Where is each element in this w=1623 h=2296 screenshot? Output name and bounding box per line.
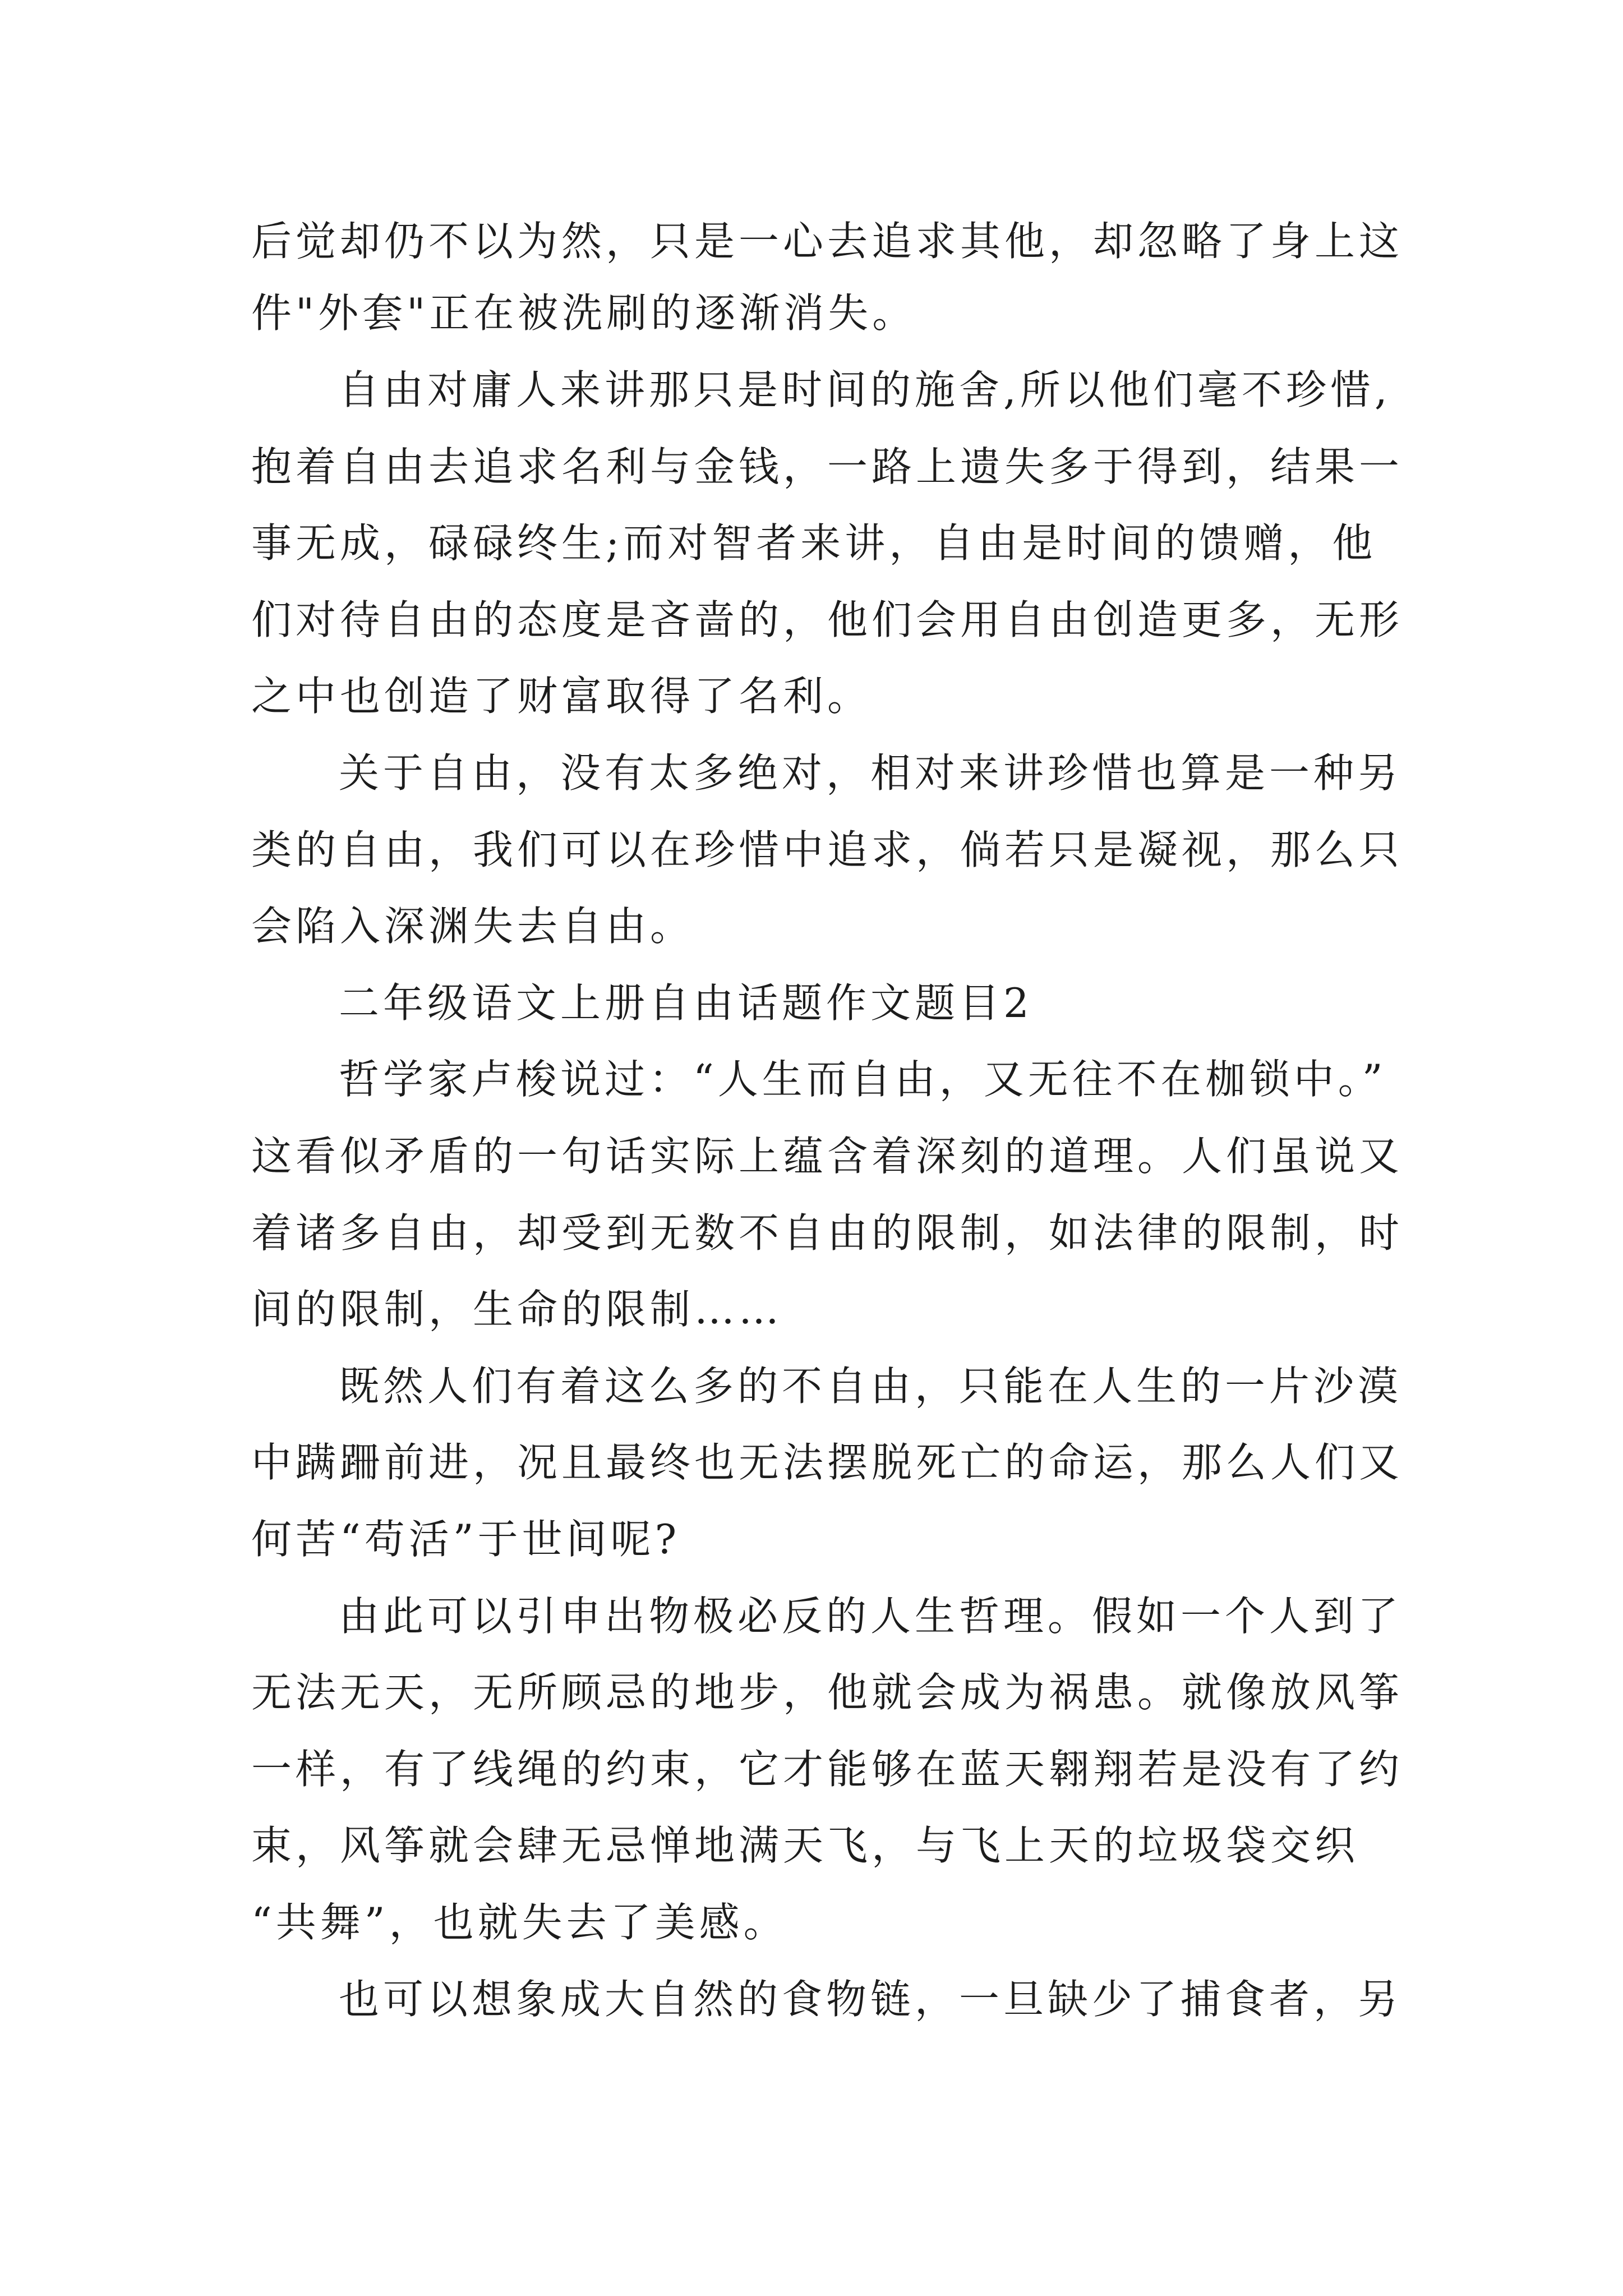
text-line: 着诸多自由，却受到无数不自由的限制，如法律的限制，时 xyxy=(251,1209,1404,1257)
text-line: 之中也创造了财富取得了名利。 xyxy=(251,673,872,720)
text-line: 会陷入深渊失去自由。 xyxy=(251,903,695,950)
text-line: 何苦“苟活”于世间呢? xyxy=(251,1516,681,1563)
text-line: 类的自由，我们可以在珍惜中追求，倘若只是凝视，那么只 xyxy=(251,826,1404,873)
text-line: 事无成，碌碌终生;而对智者来讲，自由是时间的馈赠，他 xyxy=(251,519,1377,567)
text-line: 抱着自由去追求名利与金钱，一路上遗失多于得到，结果一 xyxy=(251,443,1404,490)
text-line: 关于自由，没有太多绝对，相对来讲珍惜也算是一种另 xyxy=(339,749,1403,797)
text-line: 这看似矛盾的一句话实际上蕴含着深刻的道理。人们虽说又 xyxy=(251,1133,1404,1180)
text-line: 中蹒跚前进，况且最终也无法摆脱死亡的命运，那么人们又 xyxy=(251,1439,1404,1486)
text-line: 件"外套"正在被洗刷的逐渐消失。 xyxy=(251,289,917,337)
text-line: 既然人们有着这么多的不自由，只能在人生的一片沙漠 xyxy=(339,1363,1403,1410)
text-line: 哲学家卢梭说过：“人生而自由，又无往不在枷锁中。” xyxy=(339,1056,1387,1103)
text-line: 无法无天，无所顾忌的地步，他就会成为祸患。就像放风筝 xyxy=(251,1669,1404,1716)
section-heading: 二年级语文上册自由话题作文题目2 xyxy=(339,979,1033,1027)
text-line: 束，风筝就会肆无忌惮地满天飞，与飞上天的垃圾袋交织 xyxy=(251,1822,1359,1869)
text-line: 也可以想象成大自然的食物链，一旦缺少了捕食者，另 xyxy=(339,1976,1403,2023)
text-line: 一样，有了线绳的约束，它才能够在蓝天翱翔若是没有了约 xyxy=(251,1746,1404,1793)
text-line: 间的限制，生命的限制…… xyxy=(251,1286,783,1333)
text-line: “共舞”，也就失去了美感。 xyxy=(251,1899,788,1946)
text-line: 自由对庸人来讲那只是时间的施舍,所以他们毫不珍惜, xyxy=(339,366,1391,413)
text-line: 由此可以引申出物极必反的人生哲理。假如一个人到了 xyxy=(339,1593,1403,1640)
text-line: 们对待自由的态度是吝啬的，他们会用自由创造更多，无形 xyxy=(251,596,1404,643)
text-line: 后觉却仍不以为然，只是一心去追求其他，却忽略了身上这 xyxy=(251,218,1404,265)
